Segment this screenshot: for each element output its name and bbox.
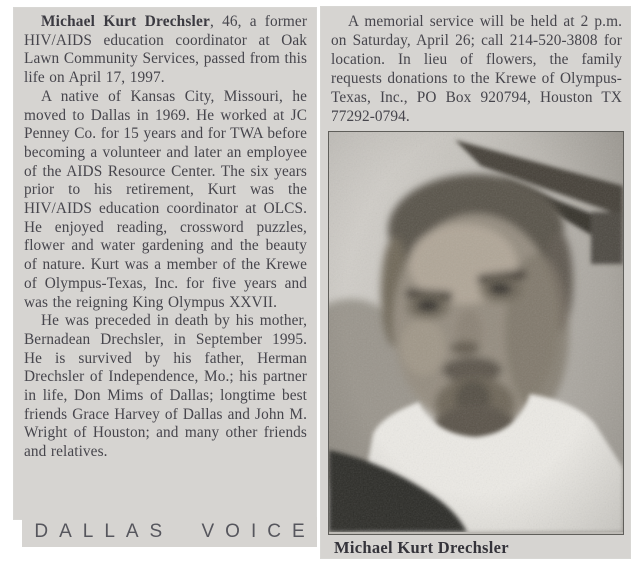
obituary-text-clipping xyxy=(14,8,316,519)
memorial-service-clipping xyxy=(321,7,630,558)
photo-caption: Michael Kurt Drechsler xyxy=(334,538,509,557)
obituary-intro-text: , 46, a former HIV/AIDS education coordinator at Oak Lawn Community Services, passed from this life on April 17, 1997. xyxy=(24,13,308,87)
masthead-dallas-voice: DALLAS VOICE xyxy=(22,517,317,547)
obituary-paragraph-intro xyxy=(24,13,307,88)
obituary-paragraph-survivors: He was preceded in death by his mother, Bernadean Drechsler, in September 1995. He is survived by his father, Herman Drechsler of Independence, Mo.; his partner in life, Don Mims of Dallas; longtime best friends Grace Harvey of Dallas and John M. Wright of Houston; and many other friends and relatives. xyxy=(24,312,307,461)
deceased-name: Michael Kurt Drechsler xyxy=(41,13,210,30)
portrait-photo xyxy=(328,131,624,535)
obituary-paragraph-biography: A native of Kansas City, Missouri, he moved to Dallas in 1969. He worked at JC Penney Co. for 15 years and for TWA before becoming a volunteer and later an employee of the AIDS Resource Center. The six years prior to his retirement, Kurt was the HIV/AIDS education coordinator at OLCS. He enjoyed reading, crossword puzzles, flower and water gardening and the beauty of nature. Kurt was a member of the Krewe of Olympus-Texas, Inc. for five years and was the reigning King Olympus XXVII. xyxy=(24,87,307,311)
portrait-photo-art xyxy=(329,132,623,532)
memorial-service-paragraph: A memorial service will be held at 2 p.m. on Saturday, April 26; call 214-520-3808 for location. In lieu of flowers, the family requests donations to the Krewe of Olympus-Texas, Inc., PO Box 920794, Houston TX 77292-0794. xyxy=(331,13,622,125)
